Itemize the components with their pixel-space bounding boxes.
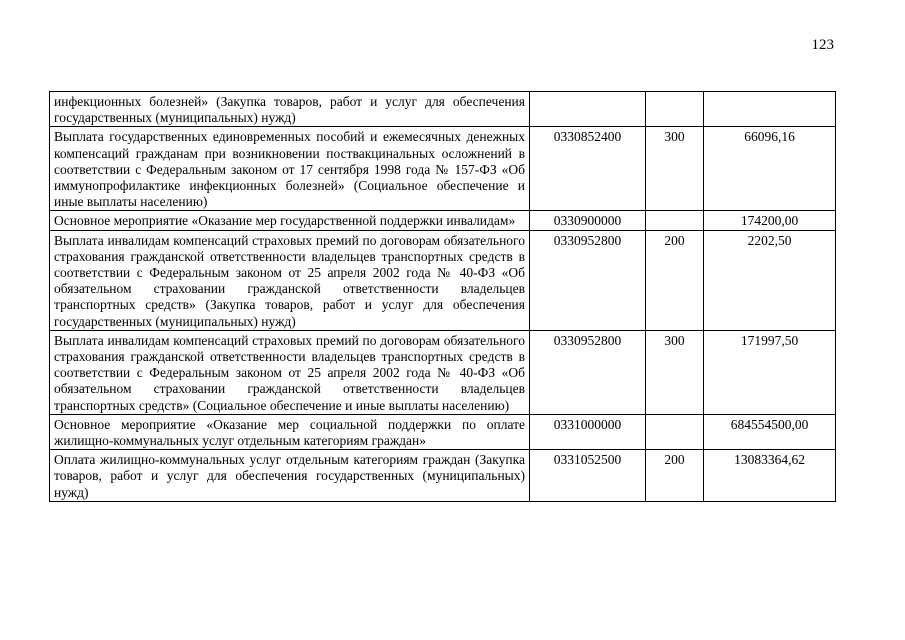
budget-table (49, 91, 836, 502)
item-code (530, 92, 646, 127)
item-code: 0330952800 (530, 230, 646, 330)
item-name: Выплата государственных единовременных пособий и ежемесячных денежных компенсаций гражданам при возникновении поствакцинальных осложнений в соответствии с Федеральным законом от 17 сентября 1998 года № 157-ФЗ «Об иммунопрофилактике инфекционных болезней» (Социальное обеспечение и иные выплаты населению) (50, 127, 530, 211)
expense-type: 200 (646, 230, 704, 330)
expense-type (646, 211, 704, 230)
table-row (50, 450, 836, 502)
item-sum: 66096,16 (704, 127, 836, 211)
item-name: Основное мероприятие «Оказание мер социальной поддержки по оплате жилищно-коммунальных услуг отдельным категориям граждан» (50, 414, 530, 449)
item-code: 0330900000 (530, 211, 646, 230)
table-row (50, 127, 836, 211)
table-row (50, 330, 836, 414)
item-name: Выплата инвалидам компенсаций страховых премий по договорам обязательного страхования гражданской ответственности владельцев транспортных средств в соответствии с Федеральным законом от 25 апреля 2002 года № 40-ФЗ «Об обязательном страховании гражданской ответственности владельцев транспортных средств» (Социальное обеспечение и иные выплаты населению) (50, 330, 530, 414)
item-code: 0331052500 (530, 450, 646, 502)
table-row (50, 414, 836, 449)
item-sum (704, 92, 836, 127)
expense-type (646, 92, 704, 127)
item-sum: 174200,00 (704, 211, 836, 230)
expense-type: 300 (646, 127, 704, 211)
table-row (50, 92, 836, 127)
expense-type (646, 414, 704, 449)
item-sum: 2202,50 (704, 230, 836, 330)
item-name: Выплата инвалидам компенсаций страховых премий по договорам обязательного страхования гражданской ответственности владельцев транспортных средств в соответствии с Федеральным законом от 25 апреля 2002 года № 40-ФЗ «Об обязательном страховании гражданской ответственности владельцев транспортных средств» (Закупка товаров, работ и услуг для обеспечения государственных (муниципальных) нужд) (50, 230, 530, 330)
expense-type: 300 (646, 330, 704, 414)
page-number: 123 (811, 37, 834, 53)
item-name: Оплата жилищно-коммунальных услуг отдельным категориям граждан (Закупка товаров, работ и услуг для обеспечения государственных (муниципальных) нужд) (50, 450, 530, 502)
item-sum: 13083364,62 (704, 450, 836, 502)
item-code: 0330952800 (530, 330, 646, 414)
item-sum: 171997,50 (704, 330, 836, 414)
item-name: Основное мероприятие «Оказание мер государственной поддержки инвалидам» (50, 211, 530, 230)
item-name: инфекционных болезней» (Закупка товаров, работ и услуг для обеспечения государственных (муниципальных) нужд) (50, 92, 530, 127)
item-sum: 684554500,00 (704, 414, 836, 449)
expense-type: 200 (646, 450, 704, 502)
item-code: 0331000000 (530, 414, 646, 449)
item-code: 0330852400 (530, 127, 646, 211)
table-row (50, 211, 836, 230)
table-row (50, 230, 836, 330)
